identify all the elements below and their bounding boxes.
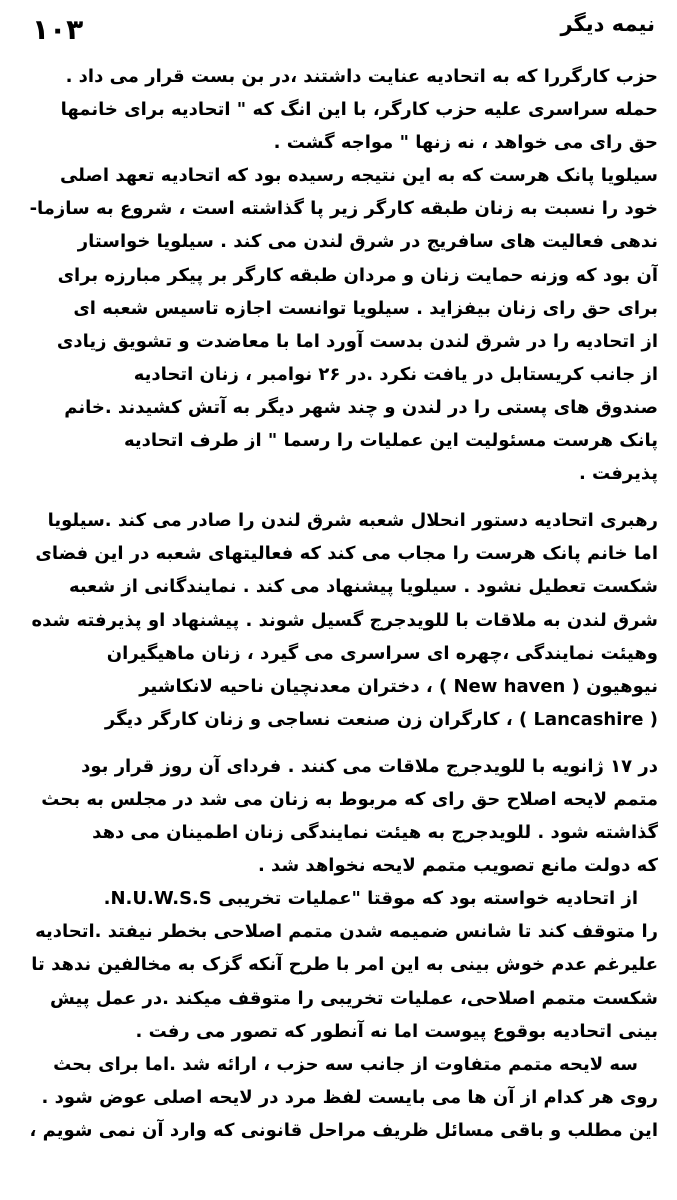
text-line: از اتحادیه را در شرق لندن بدست آورد اما با معاضدت و تشویق زیادی [56, 330, 658, 352]
text-line: شرق لندن به ملاقات با للویدجرج گسیل شوند . پیشنهاد او پذیرفته شده [31, 609, 658, 631]
text-line: بینی اتحادیه بوقوع پیوست اما نه آنطور که تصور می رفت . [135, 1020, 658, 1042]
text-line: روی هر کدام از آن ها می بایست لفظ مرد در لایحه اصلی عوض شود . [41, 1086, 658, 1108]
text-line: ندهی فعالیت های سافریج در شرق لندن می کند . سیلویا خواستار [77, 231, 658, 253]
text-line: صندوق های پستی را در لندن و چند شهر دیگر به آتش کشیدند .خانم [64, 396, 658, 418]
text-line: شکست متمم اصلاحی، عملیات تخریبی را متوقف میکند .در عمل پیش [50, 987, 658, 1009]
text-line: شکست تعطیل نشود . سیلویا پیشنهاد می کند . نمایندگانی از شعبه [69, 576, 658, 598]
text-line: که دولت مانع تصویب متمم لایحه نخواهد شد . [257, 855, 658, 877]
text-line: از اتحادیه خواسته بود که موقتا "عملیات تخریبی N.U.W.S.S. [103, 888, 638, 910]
page-header [0, 0, 677, 50]
text-line: سه لایحه متمم متفاوت از جانب سه حزب ، ارائه شد .اما برای بحث [53, 1053, 638, 1075]
text-line: گذاشته شود . للویدجرج به هیئت نمایندگی زنان اطمینان می دهد [92, 822, 658, 844]
text-line: رهبری اتحادیه دستور انحلال شعبه شرق لندن را صادر می کند .سیلویا [47, 510, 658, 532]
running-title: نیمه دیگر [560, 12, 655, 36]
text-line: پذیرفت . [578, 463, 658, 485]
text-line: اما خانم پانک هرست را مجاب می کند که فعالیتهای شعبه در این فضای [35, 543, 658, 565]
text-line: را متوقف کند تا شانس ضمیمه شدن متمم اصلاحی بخطر نیفتد .اتحادیه [35, 921, 658, 943]
text-line: نیوهیون ( New haven ) ، دختران معدنچیان ناحیه لانکاشیر [139, 675, 658, 697]
text-line: حزب کارگررا که به اتحادیه عنایت داشتند ،در بن بست قرار می داد . [65, 66, 658, 87]
text-line: خود را نسبت به زنان طبقه کارگر زیر پا گذاشته است ، شروع به سازما- [29, 198, 658, 220]
text-line: پانک هرست مسئولیت این عملیات را رسما " از طرف اتحادیه [123, 430, 658, 452]
text-line: متمم لایحه اصلاح حق رای که مربوط به زنان می شد در مجلس به بحث [41, 788, 658, 810]
text-line: این مطلب و باقی مسائل ظریف مراحل قانونی که وارد آن نمی شویم ، [29, 1119, 658, 1141]
text-line: حمله سراسری علیه حزب کارگر، با این انگ که " اتحادیه برای خانمها [60, 99, 658, 121]
text-line: علیرغم عدم خوش بینی به این امر با طرح آنکه گزک به مخالفین ندهد تا [31, 954, 658, 976]
text-line: وهیئت نمایندگی ،چهره ای سراسری می گیرد ، زنان ماهیگیران [106, 642, 658, 664]
text-line: حق رای می خواهد ، نه زنها " مواجه گشت . [273, 132, 658, 154]
text-line: ( Lancashire ) ، کارگران زن صنعت نساجی و زنان کارگر دیگر [104, 708, 658, 730]
body-text [18, 60, 658, 1147]
text-line: در ۱۷ ژانویه با للویدجرج ملاقات می کنند . فردای آن روز قرار بود [81, 755, 658, 777]
text-line: سیلویا پانک هرست که به این نتیجه رسیده بود که اتحادیه تعهد اصلی [59, 165, 658, 187]
text-line: برای حق رای زنان بیفزاید . سیلویا توانست اجازه تاسیس شعبه ای [73, 297, 658, 319]
page-number: ۱۰۳ [32, 13, 84, 46]
text-line: آن بود که وزنه حمایت زنان و مردان طبقه کارگر بر پیکر مبارزه برای [57, 264, 658, 286]
text-line: از جانب کریستابل در یافت نکرد .در ۲۶ نوامبر ، زنان اتحادیه [133, 363, 658, 385]
